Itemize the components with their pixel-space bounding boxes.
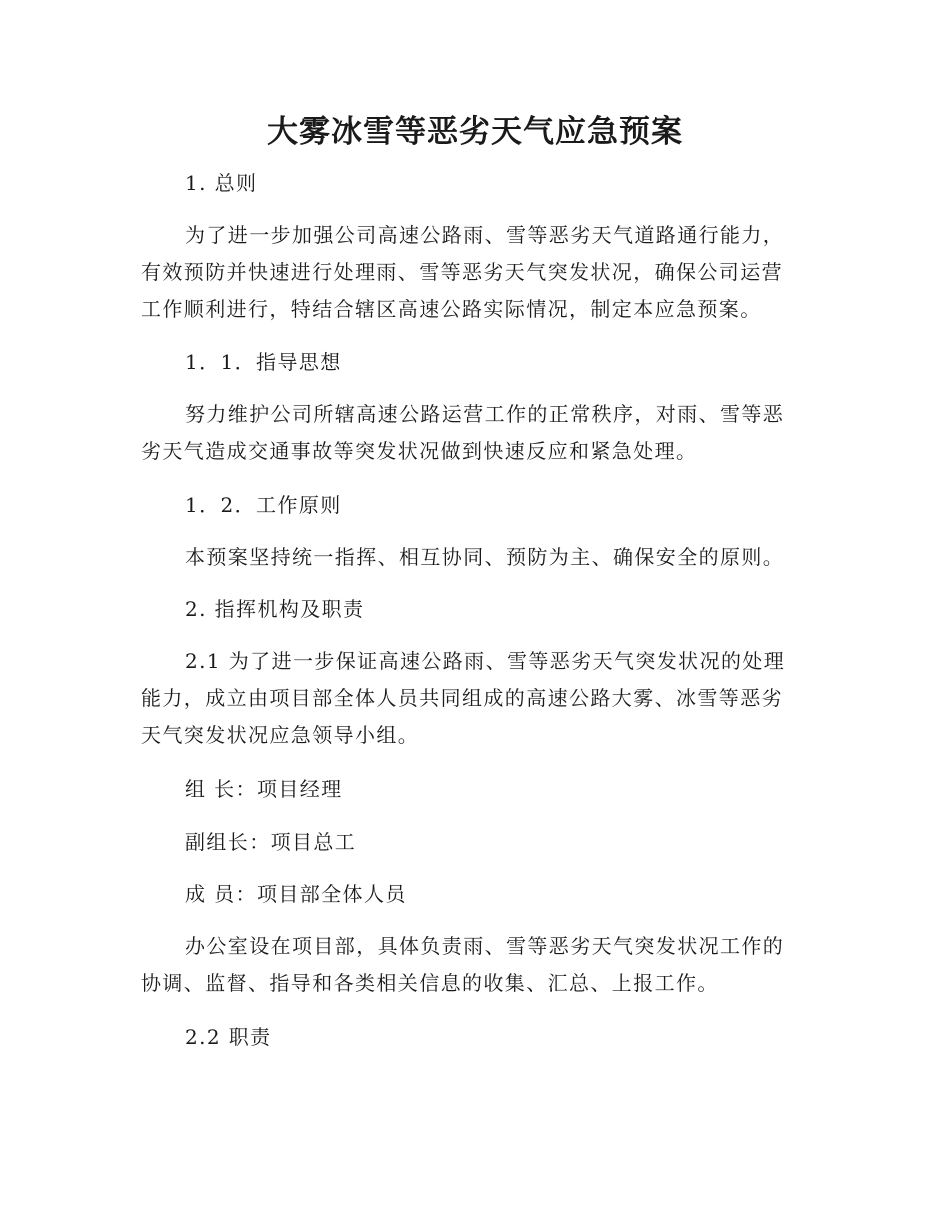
- team-leader-line: [141, 771, 801, 808]
- section-heading-guiding-ideology: [141, 344, 801, 381]
- text-line: 为了进一步加强公司高速公路雨、雪等恶劣天气道路通行能力，: [185, 223, 785, 247]
- text-line: 组 长：项目经理: [185, 777, 343, 801]
- text-line: 1．2．工作原则: [185, 493, 342, 517]
- members-line: [141, 876, 801, 913]
- paragraph-office: [141, 928, 801, 1002]
- paragraph-intro: [141, 217, 801, 328]
- document-title: 大雾冰雪等恶劣天气应急预案: [267, 114, 683, 150]
- section-heading-general: [141, 165, 801, 202]
- section-heading-duties: [141, 1019, 801, 1056]
- section-heading-work-principles: [141, 487, 801, 524]
- text-line: 努力维护公司所辖高速公路运营工作的正常秩序，对雨、雪等恶: [185, 402, 785, 426]
- text-line: 2. 指挥机构及职责: [185, 597, 365, 621]
- paragraph-2-1: [141, 643, 801, 754]
- text-line: 劣天气造成交通事故等突发状况做到快速反应和紧急处理。: [141, 439, 698, 463]
- text-line: 2.2 职责: [185, 1025, 272, 1049]
- section-heading-command-structure: [141, 591, 801, 628]
- text-line: 有效预防并快速进行处理雨、雪等恶劣天气突发状况，确保公司运营: [141, 260, 783, 284]
- text-line: 办公室设在项目部，具体负责雨、雪等恶劣天气突发状况工作的: [185, 934, 785, 958]
- text-line: 成 员：项目部全体人员: [185, 882, 407, 906]
- deputy-leader-line: [141, 824, 801, 861]
- text-line: 能力，成立由项目部全体人员共同组成的高速公路大雾、冰雪等恶劣: [141, 686, 783, 710]
- text-line: 本预案坚持统一指挥、相互协同、预防为主、确保安全的原则。: [185, 545, 785, 569]
- text-line: 工作顺利进行，特结合辖区高速公路实际情况，制定本应急预案。: [141, 297, 762, 321]
- paragraph-work-principles: [141, 539, 801, 576]
- text-line: 2.1 为了进一步保证高速公路雨、雪等恶劣天气突发状况的处理: [185, 649, 786, 673]
- text-line: 1．1．指导思想: [185, 350, 342, 374]
- text-line: 天气突发状况应急领导小组。: [141, 723, 420, 747]
- text-line: 副组长：项目总工: [185, 830, 357, 854]
- text-line: 1. 总则: [185, 171, 258, 195]
- text-line: 协调、监督、指导和各类相关信息的收集、汇总、上报工作。: [141, 971, 719, 995]
- paragraph-guiding-ideology: [141, 396, 801, 470]
